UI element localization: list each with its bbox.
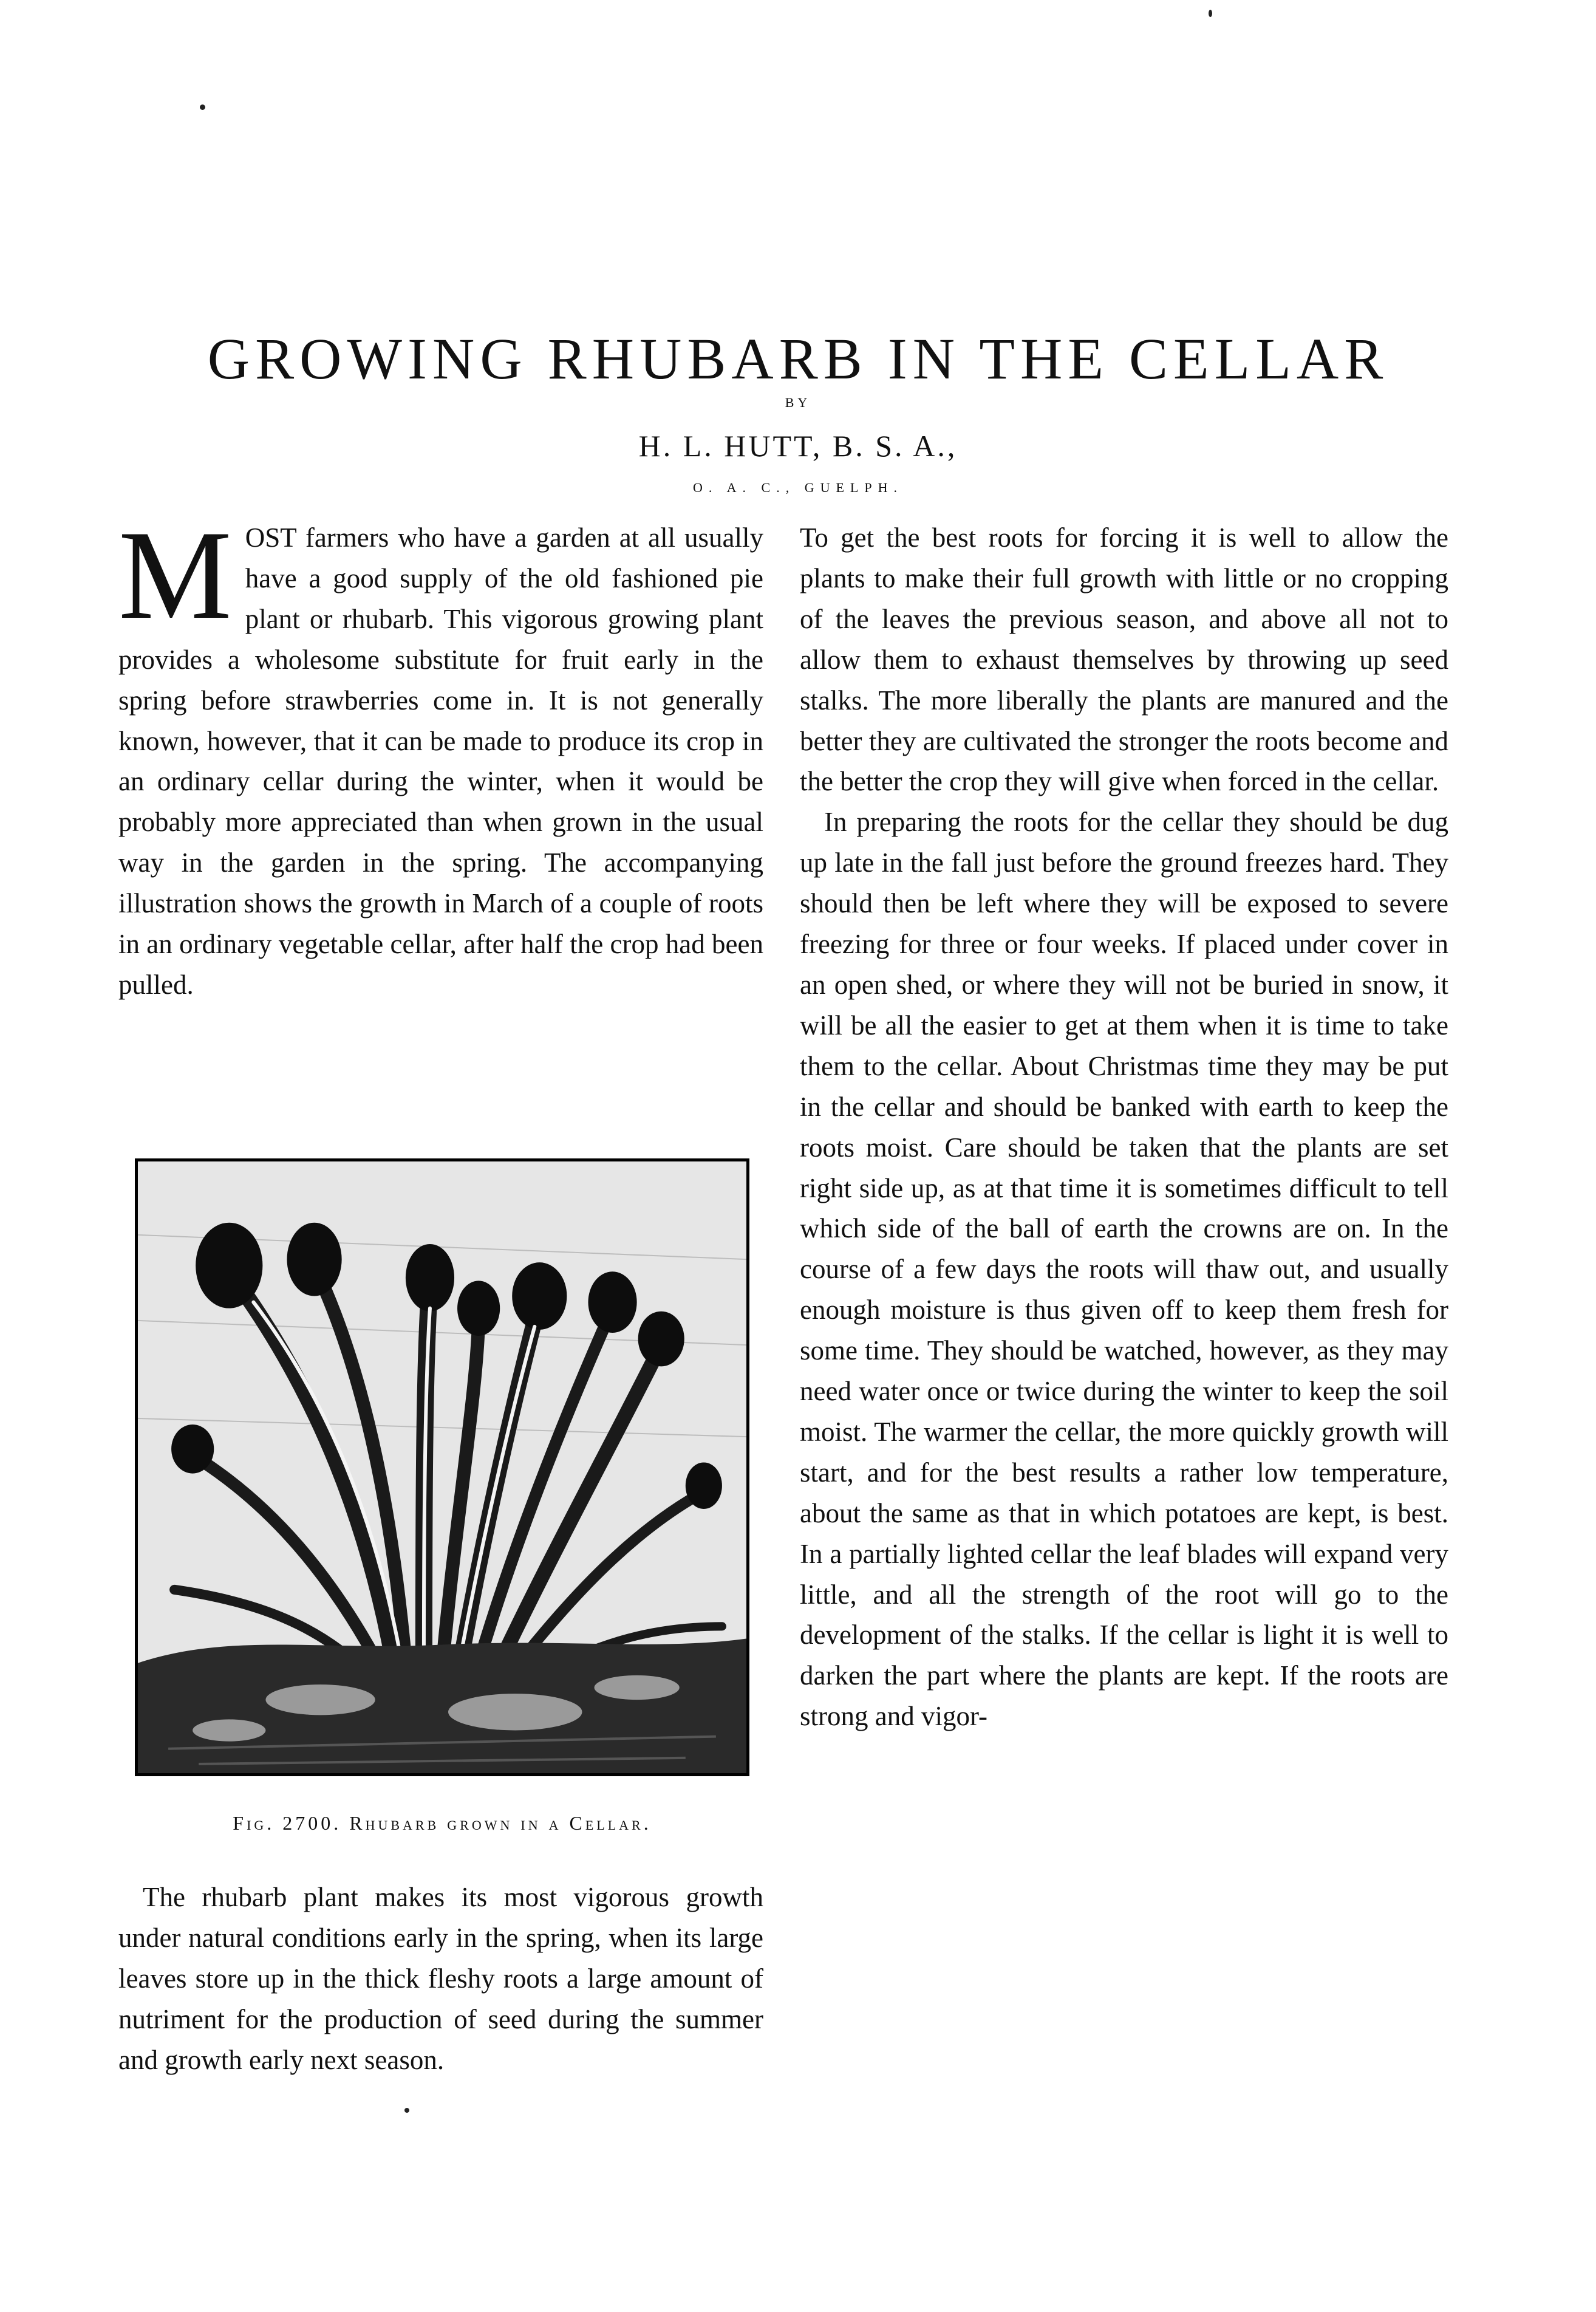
rhubarb-engraving — [138, 1161, 746, 1773]
scan-speck — [200, 104, 205, 110]
figure-caption: Fig. 2700. Rhubarb grown in a Cellar. — [233, 1812, 652, 1834]
author-name: H. L. HUTT, B. S. A., — [638, 429, 958, 463]
scan-speck — [1209, 10, 1212, 17]
roots-forcing-paragraph: To get the best roots for forcing it is well to allow the plants to make their full growth with little or no cropping of the leaves the previous season, and above all not to allow them to exhaust themselves by throwing up seed stalks. The more liberally the plants are manured and the better they are cultivated the stronger the roots become and the better the crop they will give when forced in the cellar. — [800, 522, 1448, 797]
byline-by: BY — [785, 395, 811, 410]
scan-speck — [404, 2108, 409, 2113]
left-column-continuation — [118, 1877, 763, 2081]
intro-paragraph: OST farmers who have a garden at all usually have a good supply of the old fashioned pie plant or rhubarb. This vigorous growing plant provides a wholesome substitute for fruit early in the spring before strawberries come in. It is not generally known, however, that it can be made to produce its crop in an ordinary cellar during the winter, when it would be probably more appreciated than when grown in the usual way in the garden in the spring. The accompanying illustration shows the growth in March of a couple of roots in an ordinary vegetable cellar, after half the crop had been pulled. — [118, 522, 763, 1000]
article-title: GROWING RHUBARB IN THE CELLAR — [207, 326, 1389, 391]
drop-cap: M — [118, 505, 232, 646]
roots-preparing-paragraph: In preparing the roots for the cellar they should be dug up late in the fall just before the ground freezes hard. They should then be left where they will be exposed to severe freezing for three or four weeks. If placed under cover in an open shed, or where they will not be buried in snow, it will be all the easier to get at them when it is time to take them to the cellar. About Christmas time they may be put in the cellar and should be banked with earth to keep the roots moist. Care should be taken that the plants are set right side up, as at that time it is sometimes difficult to tell which side of the ball of earth the crowns are on. In the course of a few days the roots will thaw out, and usually enough moisture is thus given off to keep them fresh for some time. They should be watched, however, as they may need water once or twice during the winter to keep the soil moist. The warmer the cellar, the more quickly growth will start, and for the best results a rather low temperature, about the same as that in which potatoes are kept, is best. In a partially lighted cellar the leaf blades will expand very little, and all the strength of the root will go to the development of the stalks. If the cellar is light it is well to darken the part where the plants are kept. If the roots are strong and vigor- — [800, 807, 1448, 1732]
rhubarb-growth-paragraph: The rhubarb plant makes its most vigorous growth under natural conditions early in the spring, when its large leaves store up in the thick fleshy roots a large amount of nutriment for the production of seed during the summer and growth early next season. — [118, 1882, 763, 2075]
author-affiliation: O. A. C., GUELPH. — [692, 480, 903, 495]
rhubarb-illustration — [135, 1158, 749, 1776]
right-column — [800, 518, 1448, 1737]
left-column-intro — [118, 505, 763, 1005]
